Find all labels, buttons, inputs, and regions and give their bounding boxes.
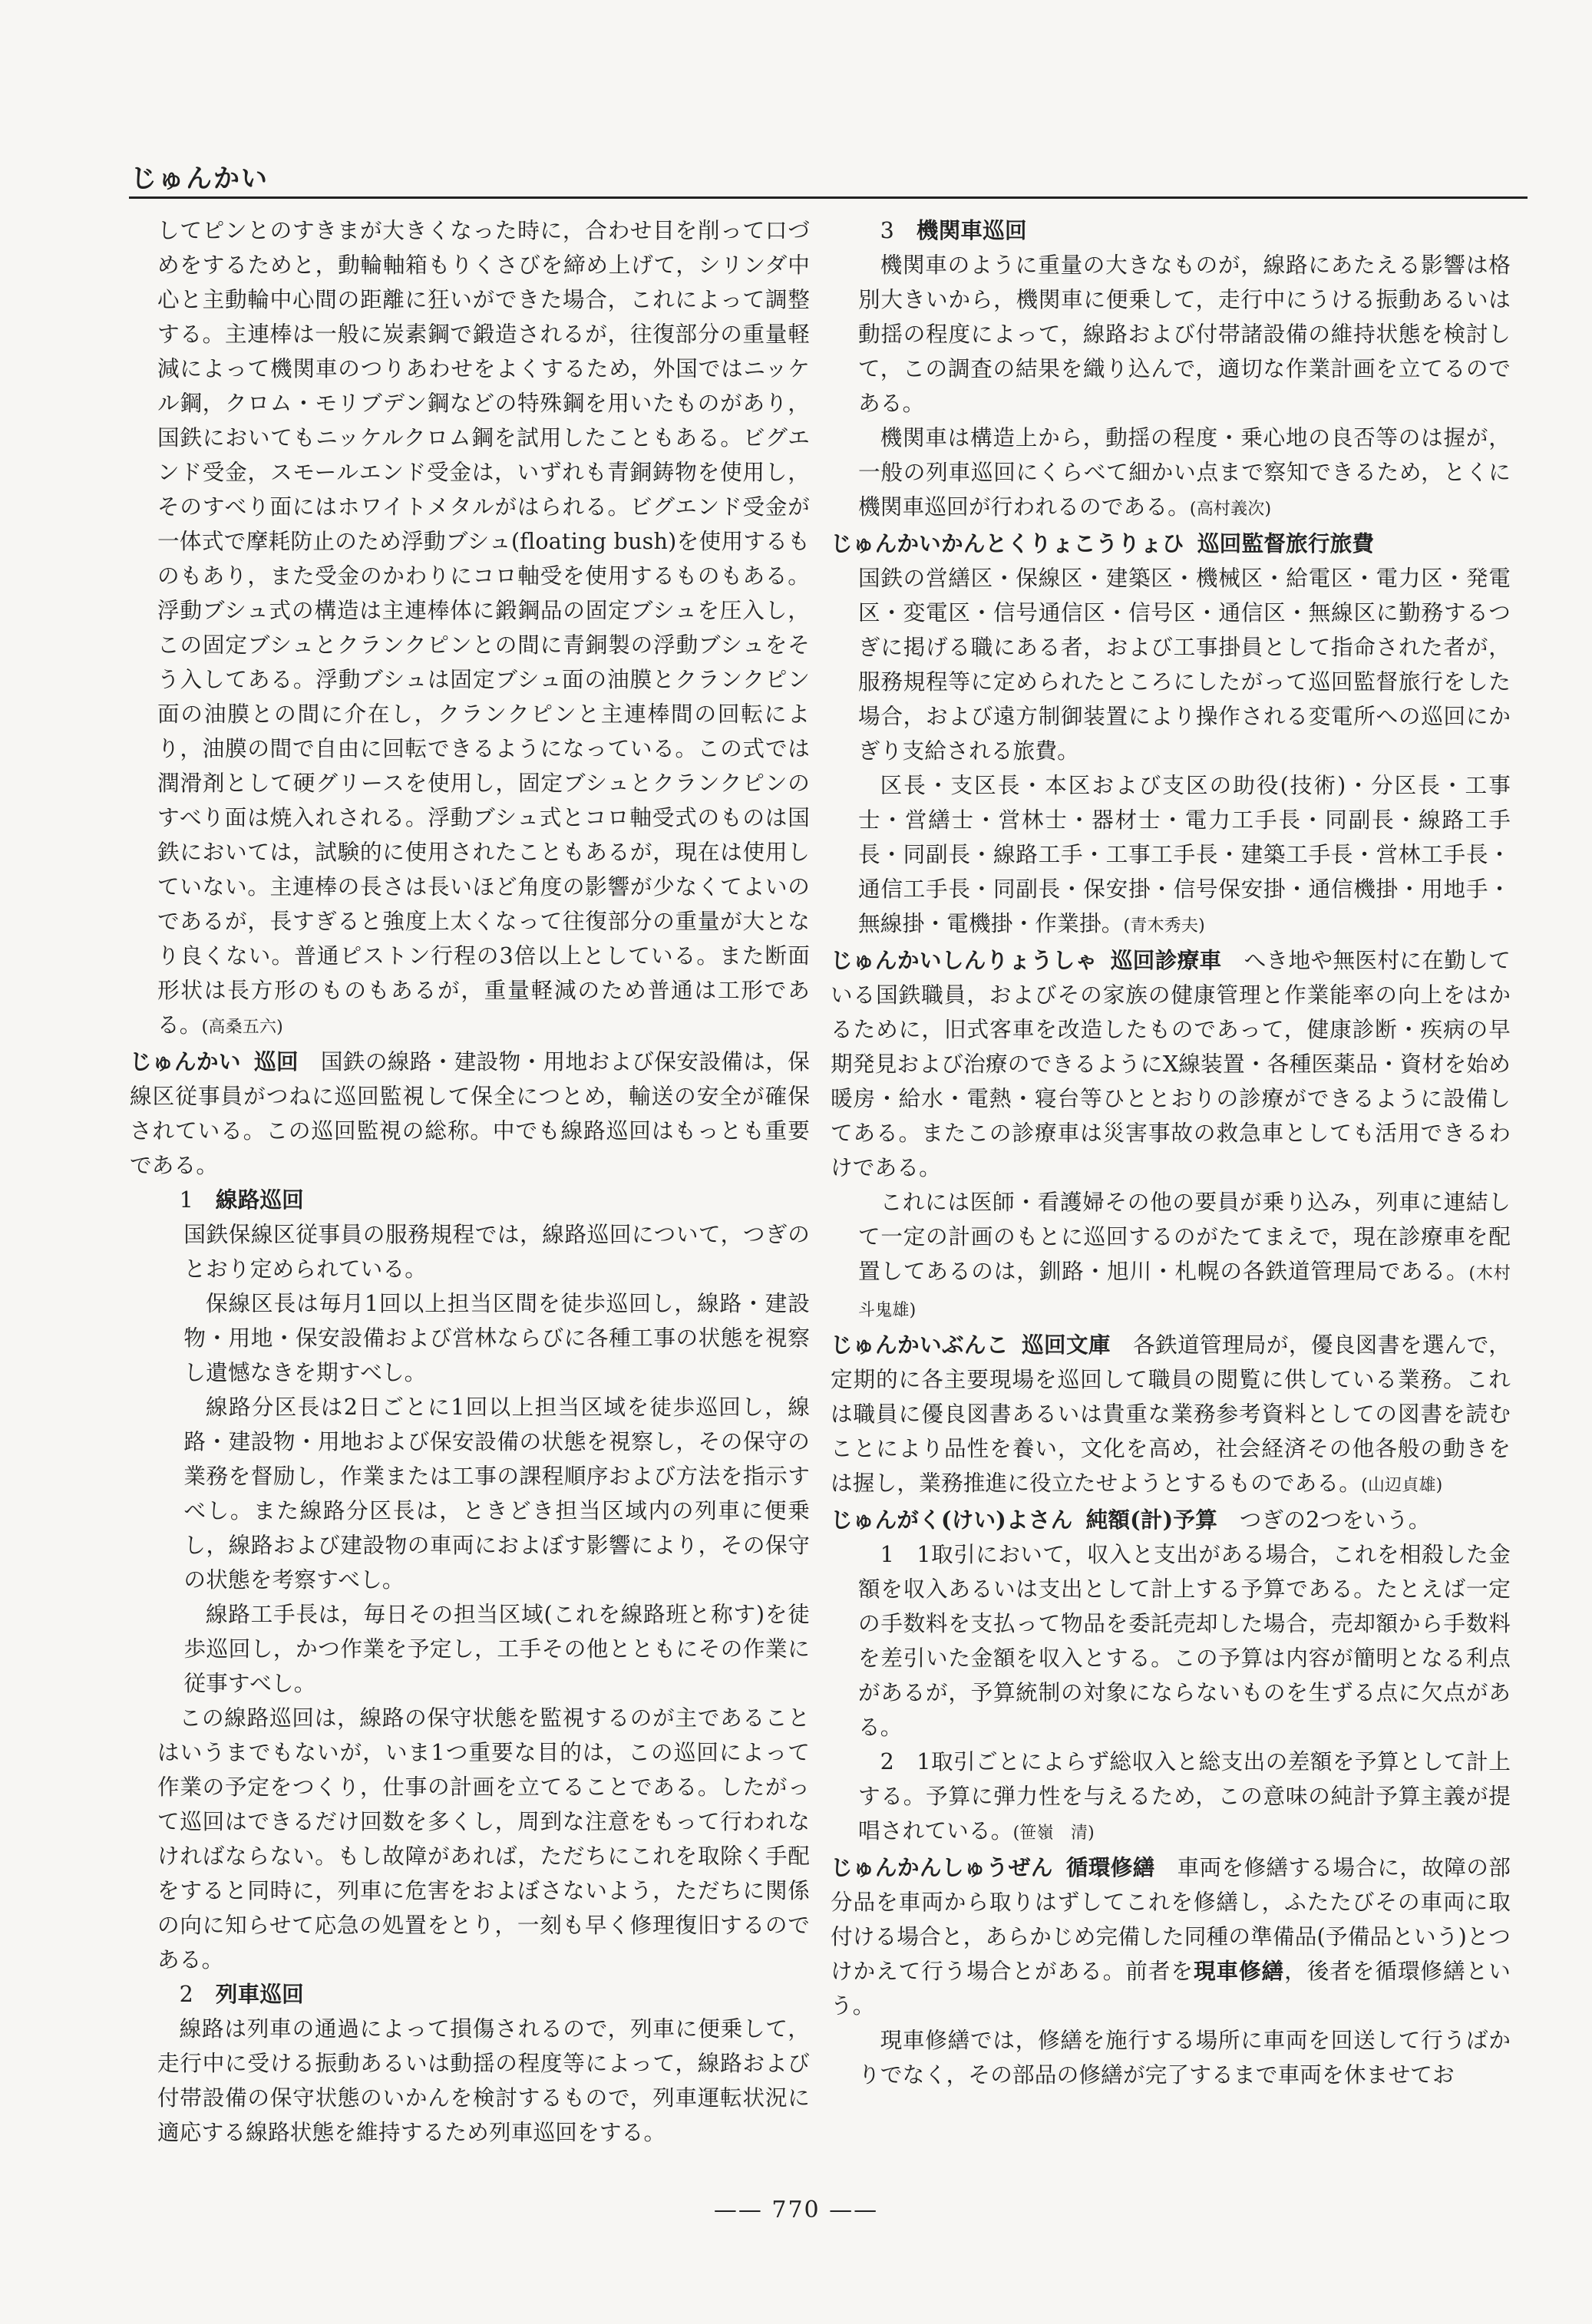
entry-term: 巡回監督旅行旅費 xyxy=(1197,530,1375,556)
entry-term: 巡回診療車 xyxy=(1110,947,1222,973)
entry-kana: じゅんかいかんとくりょこうりょひ xyxy=(831,530,1184,556)
paragraph: これには医師・看護婦その他の要員が乗り込み，列車に連結して一定の計画のもとに巡回するのがたてまえで，現在診療車を配置してあるのは，釧路・旭川・札幌の各鉄道管理局である。(木村斗鬼雄) xyxy=(858,1189,1511,1320)
entry-kana: じゅんかいぶんこ xyxy=(831,1332,1009,1358)
left-column xyxy=(130,213,810,2150)
regulation-quote: 線路工手長は，毎日その担当区域(これを線路班と称す)を徒歩巡回し，かつ作業を予定し，工手その他とともにその作業に従事すべし。 xyxy=(183,1601,810,1696)
header-rule xyxy=(129,196,1528,199)
paragraph: 区長・支区長・本区および支区の助役(技術)・分区長・工事士・営繕士・営林士・器材士・電力工手長・同副長・線路工手長・同副長・線路工手・工事工手長・建築工手長・営林工手長・通信工手長・同副長・保安掛・信号保安掛・通信機掛・用地手・無線掛・電機掛・作業掛。(青木秀夫) xyxy=(858,772,1511,936)
section-heading: 3 機関車巡回 xyxy=(880,217,1027,243)
regulation-quote: 保線区長は毎月1回以上担当区間を徒歩巡回し，線路・建設物・用地・保安設備および営林ならびに各種工事の状態を視察し遺憾なきを期すべし。 xyxy=(183,1290,810,1385)
entry-jungaku-yosan xyxy=(831,1503,1511,1537)
entry-body: 国鉄の営繕区・保線区・建築区・機械区・給電区・電力区・発電区・変電区・信号通信区・信号区・通信区・無線区に勤務するつぎに掲げる職にある者，および工事掛員として指命された者が，服務規程等に定められたところにしたがって巡回監督旅行をした場合，および遠方制御装置により操作される変電所への巡回にかぎり支給される旅費。 xyxy=(858,565,1511,764)
paragraph: 2 1取引ごとによらず総収入と総支出の差額を予算として計上する。予算に弾力性を与えるため，この意味の純計予算主義が提唱されている。(笹嶺 清) xyxy=(858,1748,1511,1844)
entry-kana: じゅんかいしんりょうしゃ xyxy=(831,947,1098,973)
paragraph: 国鉄保線区従事員の服務規程では，線路巡回について，つぎのとおり定められている。 xyxy=(183,1221,810,1282)
entry-kana: じゅんかい xyxy=(130,1048,241,1075)
entry-body: へき地や無医村に在勤している国鉄職員，およびその家族の健康管理と作業能率の向上をはかるために，旧式客車を改造したものであって，健康診断・疾病の早期発見および治療のできるようにX線装置・各種医薬品・資材を始め暖房・給水・電熱・寝台等ひととおりの診療ができるように設備してある。またこの診療車は災害事故の救急車としても活用できるわけである。 xyxy=(831,947,1511,1180)
section-heading: 2 列車巡回 xyxy=(179,1981,304,2007)
author: (木村斗鬼雄) xyxy=(858,1264,1511,1320)
author: (山辺貞雄) xyxy=(1361,1476,1443,1495)
entry-kana: じゅんかんしゅうぜん xyxy=(831,1854,1053,1880)
section-heading: 1 線路巡回 xyxy=(179,1187,304,1213)
entry-term: 巡回文庫 xyxy=(1022,1332,1111,1358)
entry-term: 巡回 xyxy=(254,1048,299,1075)
page-number: 770 xyxy=(771,2197,821,2223)
page-number-footer: —— 770 —— xyxy=(713,2197,879,2223)
entry-junkai-shinryousha xyxy=(831,943,1511,1185)
entry-term: 純額(計)予算 xyxy=(1085,1507,1217,1533)
entry-junkan-shuuzen: じゅんかんしゅうぜん 循環修繕 車両を修繕する場合に，故障の部分品を車両から取りはずしてこれを修繕し，ふたたびその車両に取付ける場合と，あらかじめ完備した同種の準備品(予備品という)とつけかえて行う場合とがある。前者を現車修繕，後者を循環修繕という。 xyxy=(831,1854,1511,2019)
page-header: じゅんかい xyxy=(130,163,269,194)
author: (高村義次) xyxy=(1189,500,1272,519)
entry-term: 循環修繕 xyxy=(1065,1854,1155,1880)
entry-body: 各鉄道管理局が，優良図書を選んで，定期的に各主要現場を巡回して職員の閲覧に供している業務。これは職員に優良図書あるいは貴重な業務参考資料としての図書を読むことにより品性を養い，文化を高め，社会経済その他各般の動きをは握し，業務推進に役立たせようとするものである。 xyxy=(831,1332,1511,1496)
entry-body: つぎの2つをいう。 xyxy=(1239,1507,1431,1533)
entry-junkai-kantoku xyxy=(831,527,1511,561)
entry-junkai xyxy=(130,1045,810,1183)
paragraph: この線路巡回は，線路の保守状態を監視するのが主であることはいうまでもないが，いま1つ重要な目的は，この巡回によって作業の予定をつくり，仕事の計画を立てることである。したがって巡回はできるだけ回数を多くし，周到な注意をもって行われなければならない。もし故障があれば，ただちにこれを取除く手配をすると同時に，列車に危害をおよぼさないよう，ただちに関係の向に知らせて応急の処置をとり，一刻も早く修理復旧するのである。 xyxy=(157,1705,810,1972)
author: (笹嶺 清) xyxy=(1012,1824,1095,1843)
entry-kana: じゅんがく(けい)よさん xyxy=(831,1507,1073,1533)
author: (高桑五六) xyxy=(201,1018,283,1037)
bold-term: 現車修繕 xyxy=(1193,1958,1285,1984)
entry-body: 国鉄の線路・建設物・用地および保安設備は，保線区従事員がつねに巡回監視して保全につとめ，輸送の安全が確保されている。この巡回監視の総称。中でも線路巡回はもっとも重要である。 xyxy=(130,1048,810,1178)
right-column xyxy=(831,213,1511,2092)
paragraph: 機関車のように重量の大きなものが，線路にあたえる影響は格別大きいから，機関車に便乗して，走行中にうける振動あるいは動揺の程度によって，線路および付帯諸設備の維持状態を検討して，この調査の結果を織り込んで，適切な作業計画を立てるのである。 xyxy=(858,252,1511,416)
author: (青木秀夫) xyxy=(1123,916,1205,936)
paragraph: 1 1取引において，収入と支出がある場合，これを相殺した金額を収入あるいは支出として計上する予算である。たとえば一定の手数料を支払って物品を委託売却した場合，売却額から手数料を差引いた金額を収入とする。この予算は内容が簡明となる利点があるが，予算統制の対象にならないものを生ずる点に欠点がある。 xyxy=(858,1541,1511,1740)
paragraph: してピンとのすきまが大きくなった時に，合わせ目を削って口づめをするためと，動輪軸箱もりくさびを締め上げて，シリンダ中心と主動輪中心間の距離に狂いができた場合，これによって調整する。主連棒は一般に炭素鋼で鍛造されるが，往復部分の重量軽減によって機関車のつりあわせをよくするため，外国ではニッケル鋼，クロム・モリブデン鋼などの特殊鋼を用いたものがあり，国鉄においてもニッケルクロム鋼を試用したこともある。ビグエンド受金，スモールエンド受金は，いずれも青銅鋳物を使用し，そのすべり面にはホワイトメタルがはられる。ビグエンド受金が一体式で摩耗防止のため浮動ブシュ(floating bush)を使用するものもあり，また受金のかわりにコロ軸受を使用するものもある。浮動ブシュ式の構造は主連棒体に鍛鋼品の固定ブシュを圧入し，この固定ブシュとクランクピンとの間に青銅製の浮動ブシュをそう入してある。浮動ブシュは固定ブシュ面の油膜とクランクピン面の油膜との間に介在し，クランクピンと主連棒間の回転により，油膜の間で自由に回転できるようになっている。この式では潤滑剤として硬グリースを使用し，固定ブシュとクランクピンのすべり面は焼入れされる。浮動ブシュ式とコロ軸受式のものは国鉄においては，試験的に使用されたこともあるが，現在は使用していない。主連棒の長さは長いほど角度の影響が少なくてよいのであるが，長すぎると強度上太くなって往復部分の重量が大となり良くない。普通ピストン行程の3倍以上としている。また断面形状は長方形のものもあるが，重量軽減のため普通は工形である。(高桑五六) xyxy=(157,217,810,1038)
paragraph: 現車修繕では，修繕を施行する場所に車両を回送して行うばかりでなく，その部品の修繕が完了するまで車両を休ませてお xyxy=(858,2027,1511,2088)
paragraph: 線路は列車の通過によって損傷されるので，列車に便乗して，走行中に受ける振動あるいは動揺の程度等によって，線路および付帯設備の保守状態のいかんを検討するもので，列車運転状況に適応する線路状態を維持するため列車巡回をする。 xyxy=(157,2015,810,2145)
paragraph: 機関車は構造上から，動揺の程度・乗心地の良否等のは握が，一般の列車巡回にくらべて細かい点まで察知できるため，とくに機関車巡回が行われるのである。(高村義次) xyxy=(858,424,1511,520)
entry-body: 車両を修繕する場合に，故障の部分品を車両から取りはずしてこれを修繕し，ふたたびその車両に取付ける場合と，あらかじめ完備した同種の準備品(予備品という)とつけかえて行う場合とがある。前者を xyxy=(831,1854,1511,1984)
regulation-quote: 線路分区長は2日ごとに1回以上担当区域を徒歩巡回し，線路・建設物・用地および保安設備の状態を視察し，その保守の業務を督励し，作業または工事の課程順序および方法を指示すべし。また線路分区長は，ときどき担当区域内の列車に便乗し，線路および建設物の車両におよぼす影響により，その保守の状態を考察すべし。 xyxy=(183,1394,810,1593)
entry-junkai-bunko xyxy=(831,1328,1511,1503)
